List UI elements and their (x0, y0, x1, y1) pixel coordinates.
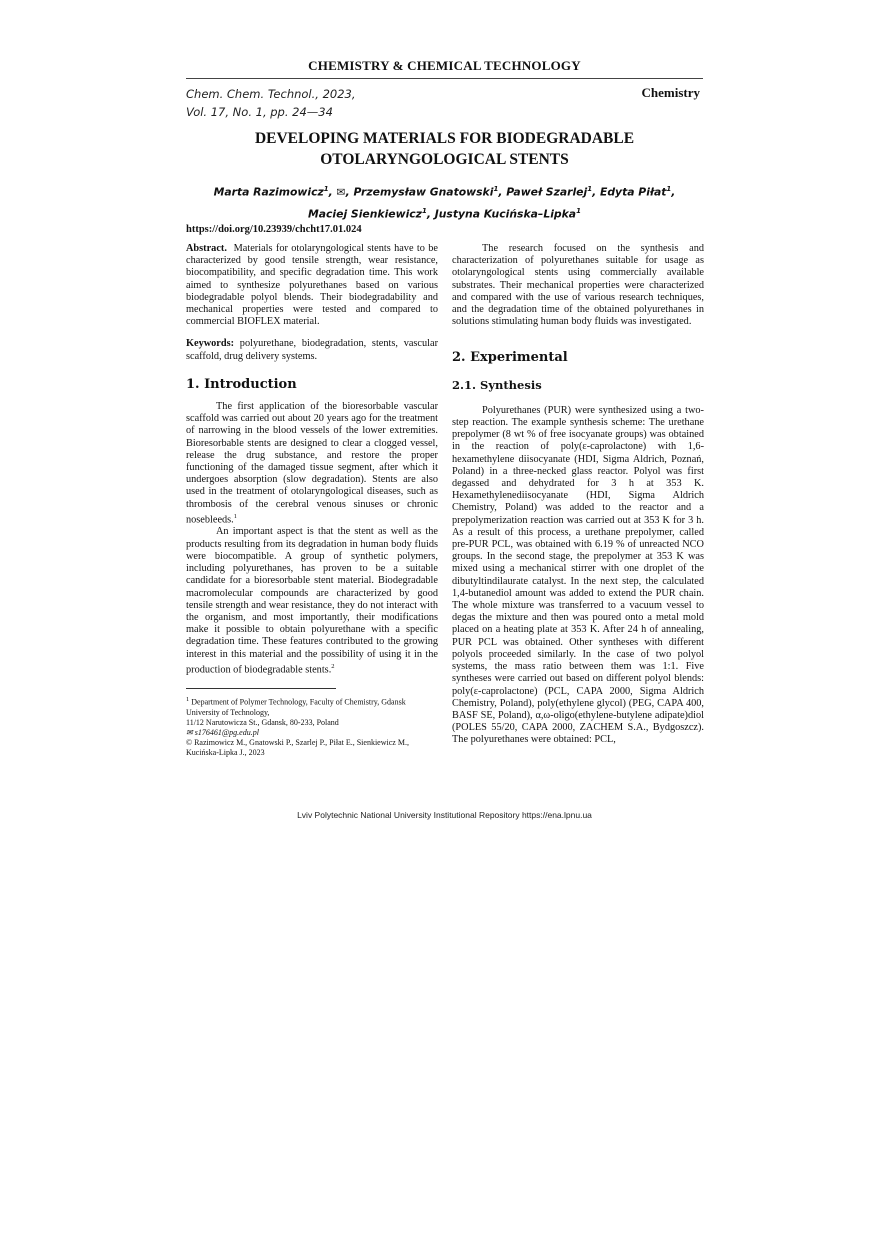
intro-paragraph-1 (186, 401, 438, 526)
affiliation-line (186, 695, 438, 718)
title-line-2: OTOLARYNGOLOGICAL STENTS (320, 151, 569, 168)
author: Justyna Kucińska–Lipka (434, 207, 577, 221)
corresponding-mark: , ✉, (328, 185, 354, 199)
footnote (186, 695, 438, 758)
citation (186, 85, 356, 121)
keywords-label: Keywords: (186, 338, 235, 350)
email-link[interactable]: ✉ s176461@pg.edu.pl (186, 728, 259, 737)
affiliation-mark: 1 (493, 185, 499, 193)
citation-line-2: Vol. 17, No. 1, pp. 24—34 (186, 105, 333, 119)
synthesis-paragraph: Polyurethanes (PUR) were synthesized using a two-step reaction. The example synthesis scheme: The urethane prepolymer (8 wt % of free isocyanate groups) was obtained in the reaction of poly(ε-caprolactone) with 1,6-hexamethylene diisocyanate (HDI, Sigma Aldrich, Poznań, Poland) in a three-necked glass reactor. Polyol was first degassed and dehydrated for 3 h at 353 K. Hexamethylenediisocyanate (HDI, Sigma Aldrich Chemistry, Poland) was added to the reactor and a prepolymerization reaction was carried out at 353 K for 3 h. As a result of this process, a urethane prepolymer, called pre-PUR PCL, was obtained with 6.19 % of unreacted NCO groups. In the second stage, the prepolymer at 353 K was mixed using a mechanical stirrer with one droplet of the dibutyltindilaurate catalyst. In the next step, the calculated 1,4-butanediol amount was added to extend the PUR chain. The whole mixture was transferred to a vacuum vessel to degas the mixture and then was poured onto a metal mold placed on a heating plate at 353 K. After 24 h of annealing, PUR PCL was obtained. Other syntheses with different polyols proceeded similarly. In the case of two polyol systems, the mass ratio between them was 1:1. Five syntheses were carried out based on different polyol blends: poly(ε-caprolactone) (PCL, CAPA 2000, Sigma Aldrich Chemistry, Poland), poly(ethylene glycol) (PEG, CAPA 400, BASF SE, Poland), α,ω-oligo(ethylene-butylene adipate)diol (POLES 55/20, CAPA 2000, ZACHEM S.A., Bydgoszcz). The polyurethanes were obtained: PCL, (452, 404, 704, 746)
paragraph-text: The first application of the bioresorbable vascular scaffold was carried out about 20 years ago for the treatment of narrowing in the blood vessels of the lower extremities. Bioresorbable stents are designed to clear a clogged vessel, release the drug substance, and restore the proper functioning of the damaged tissue segment, after which it undergoes absorption (slow degradation). Stents are also used in the treatment of otolaryngological diseases, such as thrombosis of the cerebral venous sinuses or chronic nosebleeds. (186, 401, 438, 526)
affiliation-text: Department of Polymer Technology, Faculty of Chemistry, Gdansk University of Technology, (186, 698, 406, 717)
author: Maciej Sienkiewicz (308, 207, 422, 221)
author: Marta Razimowicz (213, 185, 324, 199)
author: Paweł Szarlej (506, 185, 588, 199)
abstract-label: Abstract. (186, 243, 227, 254)
footnote-divider (186, 688, 336, 689)
paper-title (186, 128, 703, 170)
affiliation-mark: 1 (576, 206, 581, 215)
section-heading-experimental: 2. Experimental (452, 350, 568, 366)
journal-header: CHEMISTRY & CHEMICAL TECHNOLOGY (186, 58, 703, 79)
left-column (186, 243, 438, 758)
author-list (186, 180, 703, 223)
affiliation-mark: 1 (323, 185, 329, 193)
author: Edyta Piłat (599, 185, 667, 199)
reference-mark: 2 (331, 662, 335, 670)
author-line-1: Marta Razimowicz$^1$, ✉, Przemysław Gnatowski$^1$, Paweł Szarlej$^1$, Edyta Piłat$^1$, (213, 185, 676, 199)
affiliation-mark: 1 (666, 185, 672, 193)
author: Przemysław Gnatowski (353, 185, 494, 199)
intro-continuation: The research focused on the synthesis and characterization of polyurethanes suitable for usage as otolaryngological stents using commercially available substrates. Their mechanical properties were characterized and compared with the use of various research techniques, and the degradation time of the obtained polyurethanes in solutions stimulating human body fluids was investigated. (452, 243, 704, 328)
address-line: 11/12 Narutowicza St., Gdansk, 80-233, Poland (186, 718, 339, 727)
abstract-text: Materials for otolaryngological stents have to be characterized by good tensile strength, wear resistance, biocompatibility, and specific degradation time. This work aimed to synthesize polyurethanes based on various biodegradable polyol blends. Their biodegradability and mechanical properties were tested and compared to commercial BIOFLEX material. (186, 243, 438, 328)
keywords (186, 338, 438, 362)
separator: , (592, 185, 600, 199)
doi-link[interactable]: https://doi.org/10.23939/chcht17.01.024 (186, 224, 362, 235)
title-line-1: DEVELOPING MATERIALS FOR BIODEGRADABLE (254, 130, 635, 147)
author-line-2 (186, 202, 703, 224)
citation-line-1: Chem. Chem. Technol., 2023, (186, 87, 356, 101)
copyright-line: © Razimowicz M., Gnatowski P., Szarlej P., Piłat E., Sienkiewicz M., Kucińska-Lipka J., 2023 (186, 738, 409, 757)
separator: , (498, 185, 507, 199)
abstract (186, 243, 438, 328)
affiliation-mark: 1 (587, 185, 593, 193)
footnote-mark: 1 (186, 696, 190, 704)
subsection-heading-synthesis: 2.1. Synthesis (452, 377, 542, 392)
repository-footer: Lviv Polytechnic National University Institutional Repository https://ena.lpnu.ua (297, 810, 592, 820)
affiliation-mark: 1 (421, 206, 427, 215)
reference-mark: 1 (233, 512, 238, 520)
section-tag: Chemistry (641, 85, 700, 100)
right-column (452, 243, 704, 747)
keywords-text: polyurethane, biodegradation, stents, vascular scaffold, drug delivery systems. (186, 338, 439, 362)
paragraph-text: An important aspect is that the stent as well as the products resulting from its degradation in human body fluids were biocompatible. A group of synthetic polymers, including polyurethanes, has proven to be a suitable candidate for a bioresorbable stent material. Biodegradable macromolecular compounds are characterized by good tensile strength and wear resistance, they do not interact with the organism, and most importantly, their modifications make it possible to obtain polyurethane with a specific degradation time. These features contributed to the growing interest in this material and the possibility of using it in the production of biodegradable stents. (186, 526, 438, 676)
section-heading-introduction: 1. Introduction (186, 376, 297, 392)
separator: , (426, 207, 435, 221)
intro-paragraph-2 (186, 526, 438, 676)
